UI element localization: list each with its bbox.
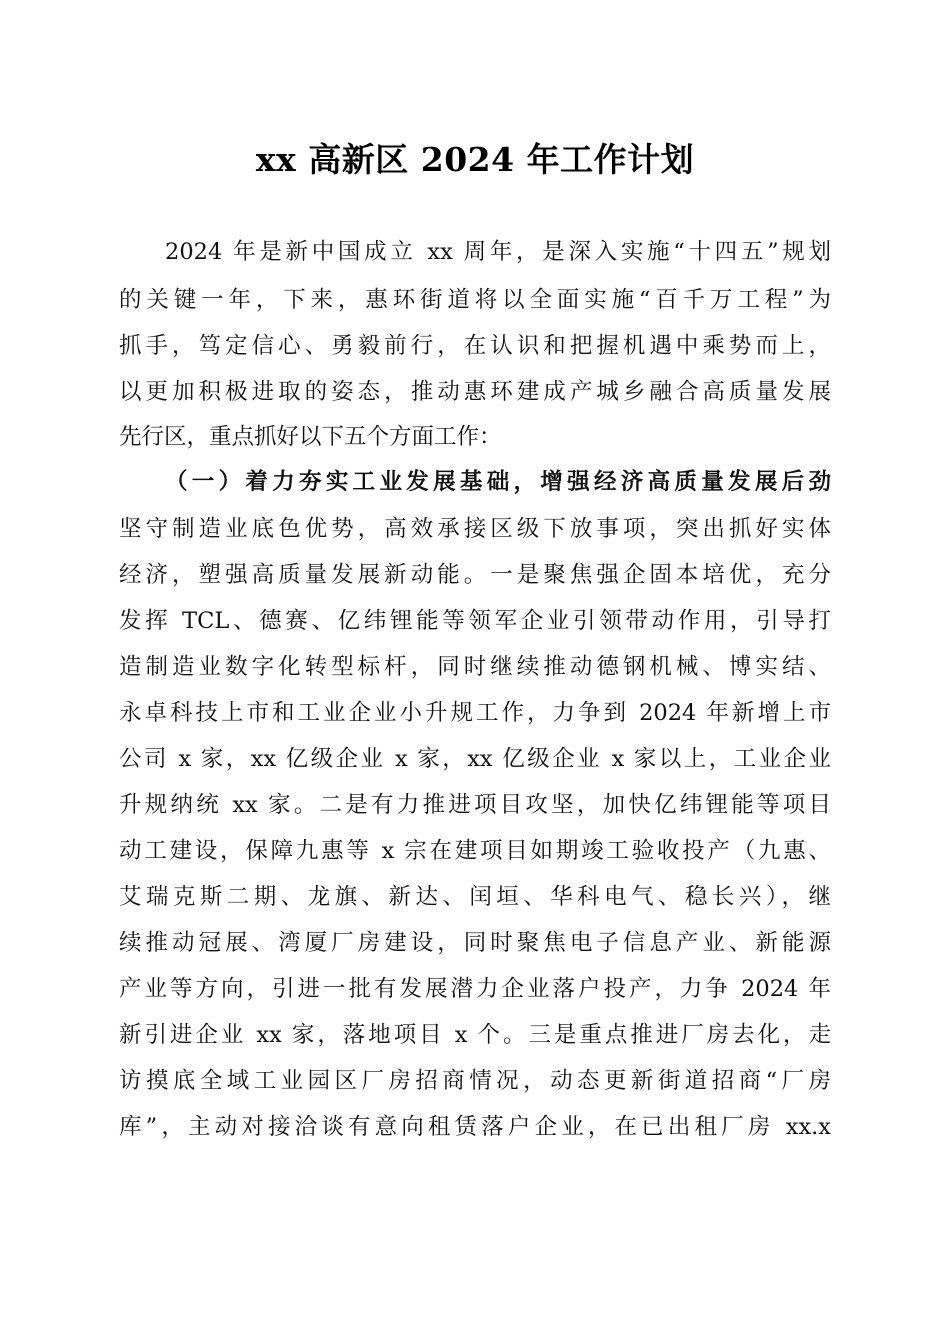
text-line: 动工建设，保障九惠等 x 宗在建项目如期竣工验收投产（九惠、 xyxy=(119,838,831,864)
text-line: 新引进企业 xx 家，落地项目 x 个。三是重点推进厂房去化，走 xyxy=(119,1022,831,1048)
text-line: 2024 年是新中国成立 xx 周年，是深入实施“十四五”规划 xyxy=(165,239,831,265)
text-line: 公司 x 家，xx 亿级企业 x 家，xx 亿级企业 x 家以上，工业企业 xyxy=(119,746,831,772)
text-line: 访摸底全域工业园区厂房招商情况，动态更新街道招商“厂房 xyxy=(119,1068,831,1094)
text-line: 艾瑞克斯二期、龙旗、新达、闰垣、华科电气、稳长兴），继 xyxy=(119,884,831,910)
text-line: 抓手，笃定信心、勇毅前行，在认识和把握机遇中乘势而上， xyxy=(119,333,831,359)
text-line: 坚守制造业底色优势，高效承接区级下放事项，突出抓好实体 xyxy=(119,516,831,542)
document-title: xx 高新区 2024 年工作计划 xyxy=(255,140,695,179)
text-line: 产业等方向，引进一批有发展潜力企业落户投产，力争 2024 年 xyxy=(119,976,831,1002)
text-line: 升规纳统 xx 家。二是有力推进项目攻坚，加快亿纬锂能等项目 xyxy=(119,792,831,818)
text-line: 以更加积极进取的姿态，推动惠环建成产城乡融合高质量发展 xyxy=(119,379,831,405)
text-line: 先行区，重点抓好以下五个方面工作： xyxy=(119,424,502,450)
text-line: 造制造业数字化转型标杆，同时继续推动德钢机械、博实结、 xyxy=(119,654,831,680)
text-line: 续推动冠展、湾厦厂房建设，同时聚焦电子信息产业、新能源 xyxy=(119,930,831,956)
text-line: 的关键一年，下来，惠环街道将以全面实施“百千万工程”为 xyxy=(119,287,831,313)
text-line: 经济，塑强高质量发展新动能。一是聚焦强企固本培优，充分 xyxy=(119,562,831,588)
text-line: 库”，主动对接洽谈有意向租赁落户企业，在已出租厂房 xx.x xyxy=(119,1114,831,1140)
section-heading: （一）着力夯实工业发展基础，增强经济高质量发展后劲 xyxy=(165,469,831,495)
text-line: 发挥 TCL、德赛、亿纬锂能等领军企业引领带动作用，引导打 xyxy=(119,608,831,634)
text-line: 永卓科技上市和工业企业小升规工作，力争到 2024 年新增上市 xyxy=(119,700,831,726)
